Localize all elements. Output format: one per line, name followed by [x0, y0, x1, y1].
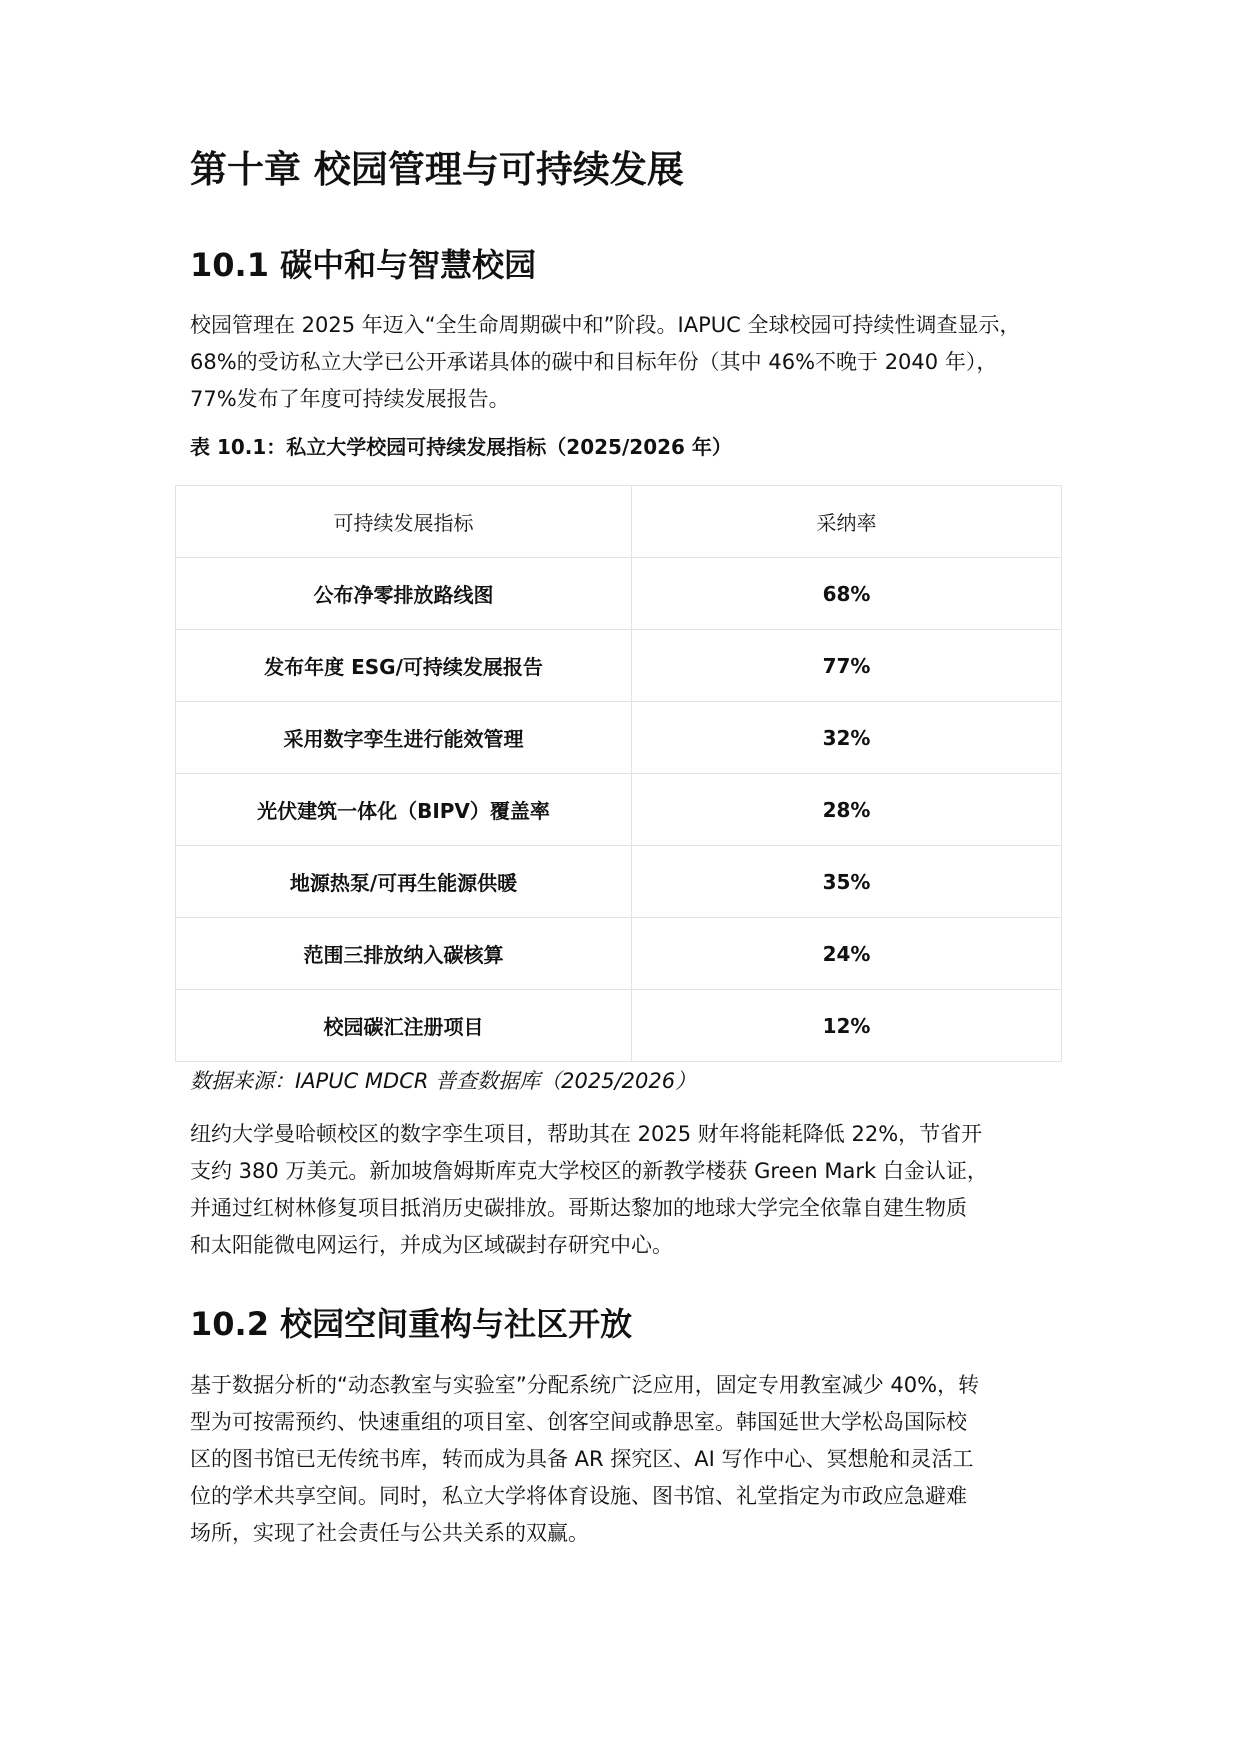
indicator-cell: 发布年度 ESG/可持续发展报告	[176, 630, 632, 702]
section-1-paragraph	[190, 307, 1070, 418]
indicator-cell: 采用数字孪生进行能效管理	[176, 702, 632, 774]
rate-cell: 24%	[632, 918, 1062, 990]
rate-cell: 77%	[632, 630, 1062, 702]
paragraph-line: 68%的受访私立大学已公开承诺具体的碳中和目标年份（其中 46%不晚于 2040 年），	[190, 350, 998, 374]
indicator-cell: 校园碳汇注册项目	[176, 990, 632, 1062]
indicator-cell: 范围三排放纳入碳核算	[176, 918, 632, 990]
table-row	[176, 774, 1062, 846]
chapter-title: 第十章 校园管理与可持续发展	[190, 148, 684, 191]
paragraph-line: 和太阳能微电网运行，并成为区域碳封存研究中心。	[190, 1233, 673, 1257]
paragraph-line: 支约 380 万美元。新加坡詹姆斯库克大学校区的新教学楼获 Green Mark 白金认证，	[190, 1159, 988, 1183]
rate-cell: 12%	[632, 990, 1062, 1062]
rate-cell: 28%	[632, 774, 1062, 846]
paragraph-line: 型为可按需预约、快速重组的项目室、创客空间或静思室。韩国延世大学松岛国际校	[190, 1410, 967, 1434]
paragraph-line: 校园管理在 2025 年迈入“全生命周期碳中和”阶段。IAPUC 全球校园可持续性调查显示，	[190, 313, 1021, 337]
table-row	[176, 702, 1062, 774]
table-row	[176, 846, 1062, 918]
header-rate: 采纳率	[632, 486, 1062, 558]
sustainability-indicators-table	[175, 485, 1062, 1062]
table-header-row	[176, 486, 1062, 558]
paragraph-line: 并通过红树林修复项目抵消历史碳排放。哥斯达黎加的地球大学完全依靠自建生物质	[190, 1196, 967, 1220]
indicator-cell: 地源热泵/可再生能源供暖	[176, 846, 632, 918]
indicator-cell: 光伏建筑一体化（BIPV）覆盖率	[176, 774, 632, 846]
paragraph-line: 基于数据分析的“动态教室与实验室”分配系统广泛应用，固定专用教室减少 40%，转	[190, 1373, 980, 1397]
section-heading-10-1: 10.1 碳中和与智慧校园	[190, 246, 537, 284]
table-row	[176, 990, 1062, 1062]
paragraph-line: 纽约大学曼哈顿校区的数字孪生项目，帮助其在 2025 财年将能耗降低 22%，节省开	[190, 1122, 983, 1146]
paragraph-line: 77%发布了年度可持续发展报告。	[190, 387, 510, 411]
paragraph-line: 区的图书馆已无传统书库，转而成为具备 AR 探究区、AI 写作中心、冥想舱和灵活工	[190, 1447, 974, 1471]
paragraph-line: 位的学术共享空间。同时，私立大学将体育设施、图书馆、礼堂指定为市政应急避难	[190, 1484, 967, 1508]
table-row	[176, 558, 1062, 630]
rate-cell: 68%	[632, 558, 1062, 630]
header-indicator: 可持续发展指标	[176, 486, 632, 558]
section-2-paragraph	[190, 1367, 1070, 1552]
table-caption: 表 10.1：私立大学校园可持续发展指标（2025/2026 年）	[190, 435, 732, 459]
rate-cell: 35%	[632, 846, 1062, 918]
case-study-paragraph	[190, 1116, 1070, 1264]
rate-cell: 32%	[632, 702, 1062, 774]
section-heading-10-2: 10.2 校园空间重构与社区开放	[190, 1305, 633, 1343]
table-row	[176, 630, 1062, 702]
paragraph-line: 场所，实现了社会责任与公共关系的双赢。	[190, 1521, 589, 1545]
indicator-cell: 公布净零排放路线图	[176, 558, 632, 630]
table-row	[176, 918, 1062, 990]
table-source-note: 数据来源：IAPUC MDCR 普查数据库（2025/2026）	[190, 1069, 697, 1093]
